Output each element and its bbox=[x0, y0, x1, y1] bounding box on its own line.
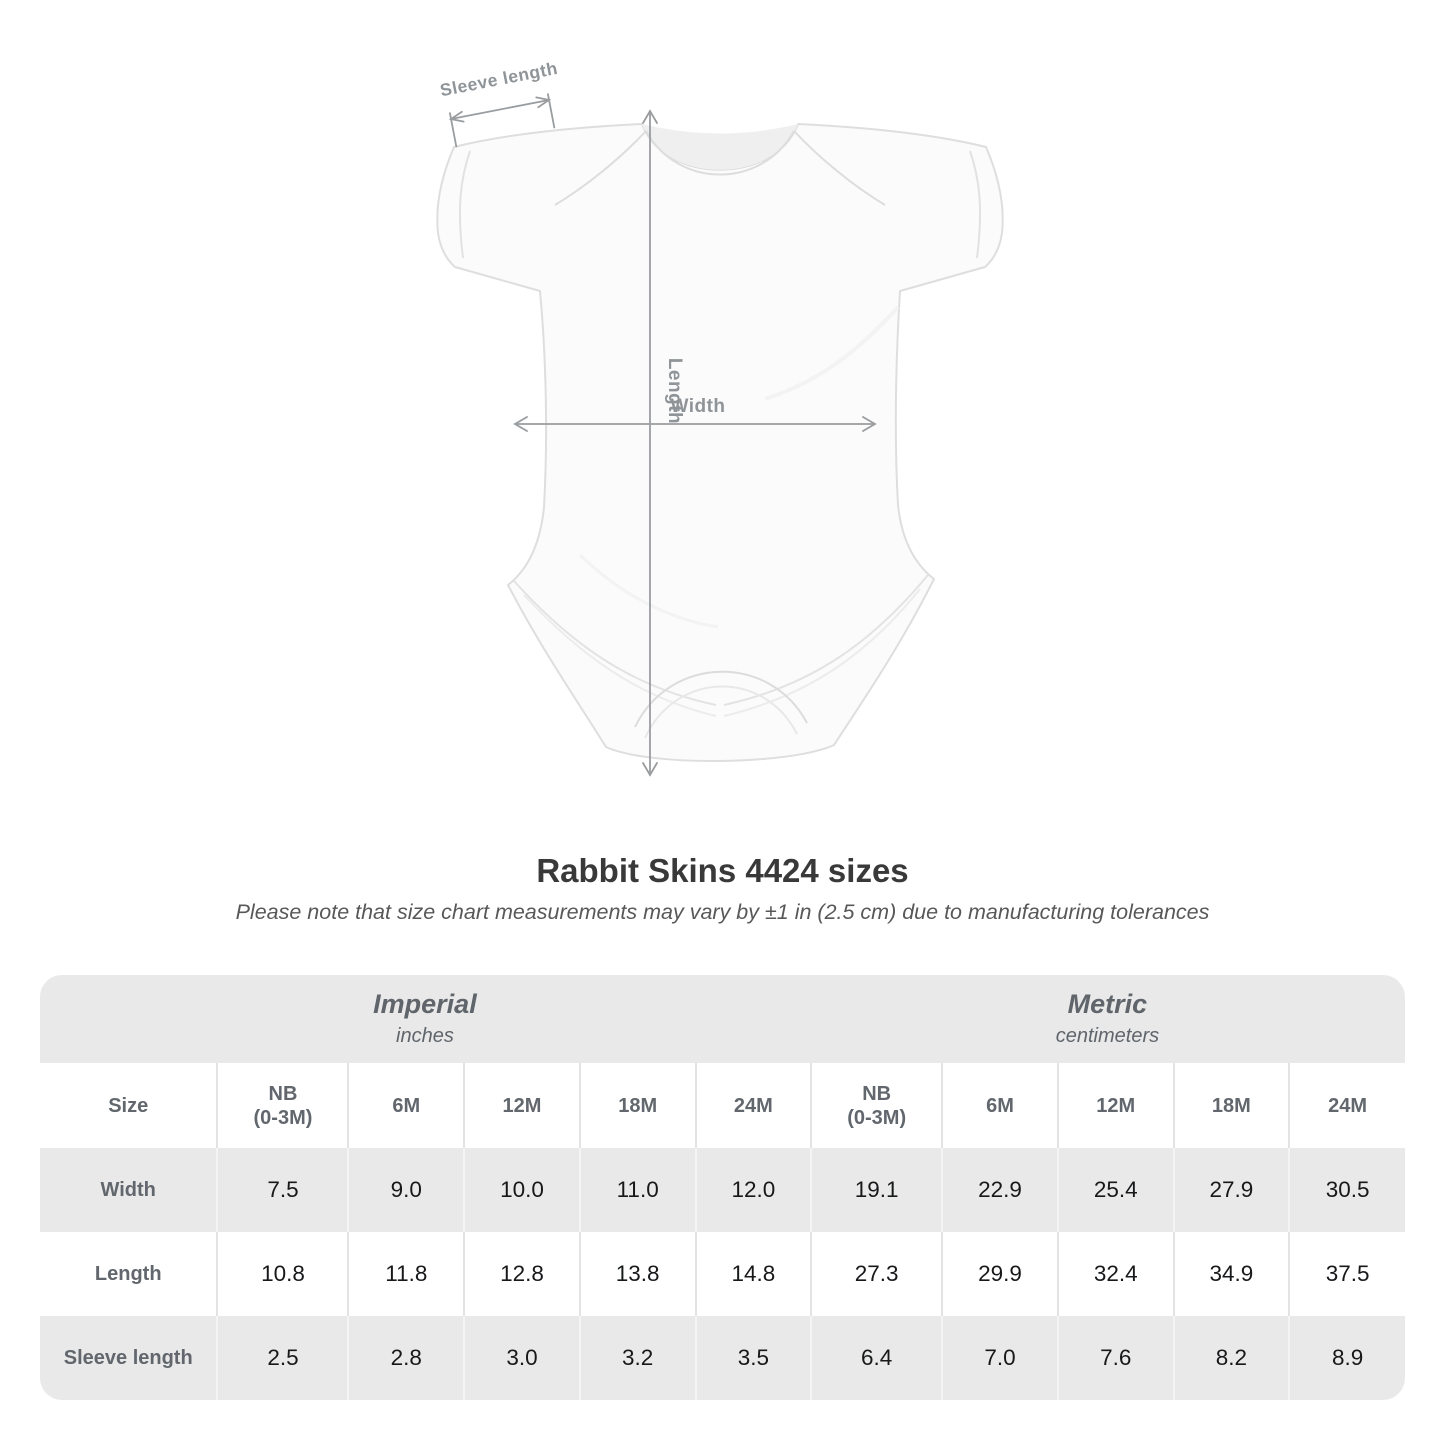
page-title: Rabbit Skins 4424 sizes bbox=[536, 852, 909, 889]
unit-header-band bbox=[40, 975, 1405, 1063]
width-imp-18m: 11.0 bbox=[580, 1148, 696, 1232]
width-imp-12m: 10.0 bbox=[464, 1148, 580, 1232]
title-block bbox=[0, 851, 1445, 926]
bodysuit-outline bbox=[437, 124, 1002, 761]
sleeve-met-24m: 8.9 bbox=[1289, 1316, 1405, 1400]
col-header-met-6m: 6M bbox=[942, 1063, 1058, 1148]
sleeve-met-nb: 6.4 bbox=[811, 1316, 942, 1400]
width-imp-nb: 7.5 bbox=[217, 1148, 348, 1232]
size-columns-row bbox=[40, 1063, 1405, 1148]
metric-unit-label: centimeters bbox=[1055, 1025, 1160, 1047]
col-header-met-12m: 12M bbox=[1058, 1063, 1174, 1148]
length-imp-6m: 11.8 bbox=[348, 1232, 464, 1316]
width-imp-6m: 9.0 bbox=[348, 1148, 464, 1232]
imperial-unit-label: inches bbox=[396, 1025, 454, 1047]
length-met-nb: 27.3 bbox=[811, 1232, 942, 1316]
metric-label: Metric bbox=[1067, 989, 1148, 1019]
table-row-width bbox=[40, 1148, 1405, 1232]
col-header-imp-nb: NB (0-3M) bbox=[217, 1063, 348, 1148]
width-imp-24m: 12.0 bbox=[696, 1148, 812, 1232]
sleeve-measure-line bbox=[451, 100, 549, 119]
length-imp-24m: 14.8 bbox=[696, 1232, 812, 1316]
width-met-12m: 25.4 bbox=[1058, 1148, 1174, 1232]
width-met-24m: 30.5 bbox=[1289, 1148, 1405, 1232]
tolerance-note: Please note that size chart measurements may vary by ±1 in (2.5 cm) due to manufacturing tolerances bbox=[235, 900, 1210, 924]
col-header-met-24m: 24M bbox=[1289, 1063, 1405, 1148]
col-header-imp-24m: 24M bbox=[696, 1063, 812, 1148]
sleeve-imp-6m: 2.8 bbox=[348, 1316, 464, 1400]
col-header-imp-6m: 6M bbox=[348, 1063, 464, 1148]
sizes-table bbox=[40, 1063, 1405, 1400]
table-row-sleeve-length bbox=[40, 1316, 1405, 1400]
size-chart-table bbox=[40, 975, 1405, 1400]
sleeve-length-label: Sleeve length bbox=[438, 57, 560, 101]
width-label: Width bbox=[670, 396, 726, 417]
length-imp-18m: 13.8 bbox=[580, 1232, 696, 1316]
length-met-12m: 32.4 bbox=[1058, 1232, 1174, 1316]
sleeve-met-12m: 7.6 bbox=[1058, 1316, 1174, 1400]
col-header-met-nb: NB (0-3M) bbox=[811, 1063, 942, 1148]
sleeve-imp-24m: 3.5 bbox=[696, 1316, 812, 1400]
bodysuit-measurement-diagram bbox=[430, 55, 1010, 805]
imperial-label: Imperial bbox=[373, 989, 477, 1019]
col-header-met-18m: 18M bbox=[1174, 1063, 1290, 1148]
sleeve-imp-18m: 3.2 bbox=[580, 1316, 696, 1400]
metric-header bbox=[810, 975, 1405, 1063]
length-imp-12m: 12.8 bbox=[464, 1232, 580, 1316]
sleeve-imp-nb: 2.5 bbox=[217, 1316, 348, 1400]
row-label-length: Length bbox=[94, 1263, 162, 1285]
row-label-sleeve-length: Sleeve length bbox=[63, 1347, 193, 1369]
sleeve-tick-right bbox=[548, 94, 554, 127]
size-column-header: Size bbox=[108, 1094, 149, 1117]
length-met-24m: 37.5 bbox=[1289, 1232, 1405, 1316]
width-met-18m: 27.9 bbox=[1174, 1148, 1290, 1232]
length-label: Length bbox=[664, 357, 685, 425]
length-imp-nb: 10.8 bbox=[217, 1232, 348, 1316]
width-met-6m: 22.9 bbox=[942, 1148, 1058, 1232]
bodysuit-illustration bbox=[437, 124, 1002, 761]
col-header-imp-18m: 18M bbox=[580, 1063, 696, 1148]
length-met-18m: 34.9 bbox=[1174, 1232, 1290, 1316]
imperial-header bbox=[40, 975, 810, 1063]
sleeve-met-6m: 7.0 bbox=[942, 1316, 1058, 1400]
row-label-width: Width bbox=[100, 1179, 156, 1201]
table-row-length bbox=[40, 1232, 1405, 1316]
sleeve-imp-12m: 3.0 bbox=[464, 1316, 580, 1400]
width-met-nb: 19.1 bbox=[811, 1148, 942, 1232]
col-header-imp-12m: 12M bbox=[464, 1063, 580, 1148]
sleeve-met-18m: 8.2 bbox=[1174, 1316, 1290, 1400]
length-met-6m: 29.9 bbox=[942, 1232, 1058, 1316]
